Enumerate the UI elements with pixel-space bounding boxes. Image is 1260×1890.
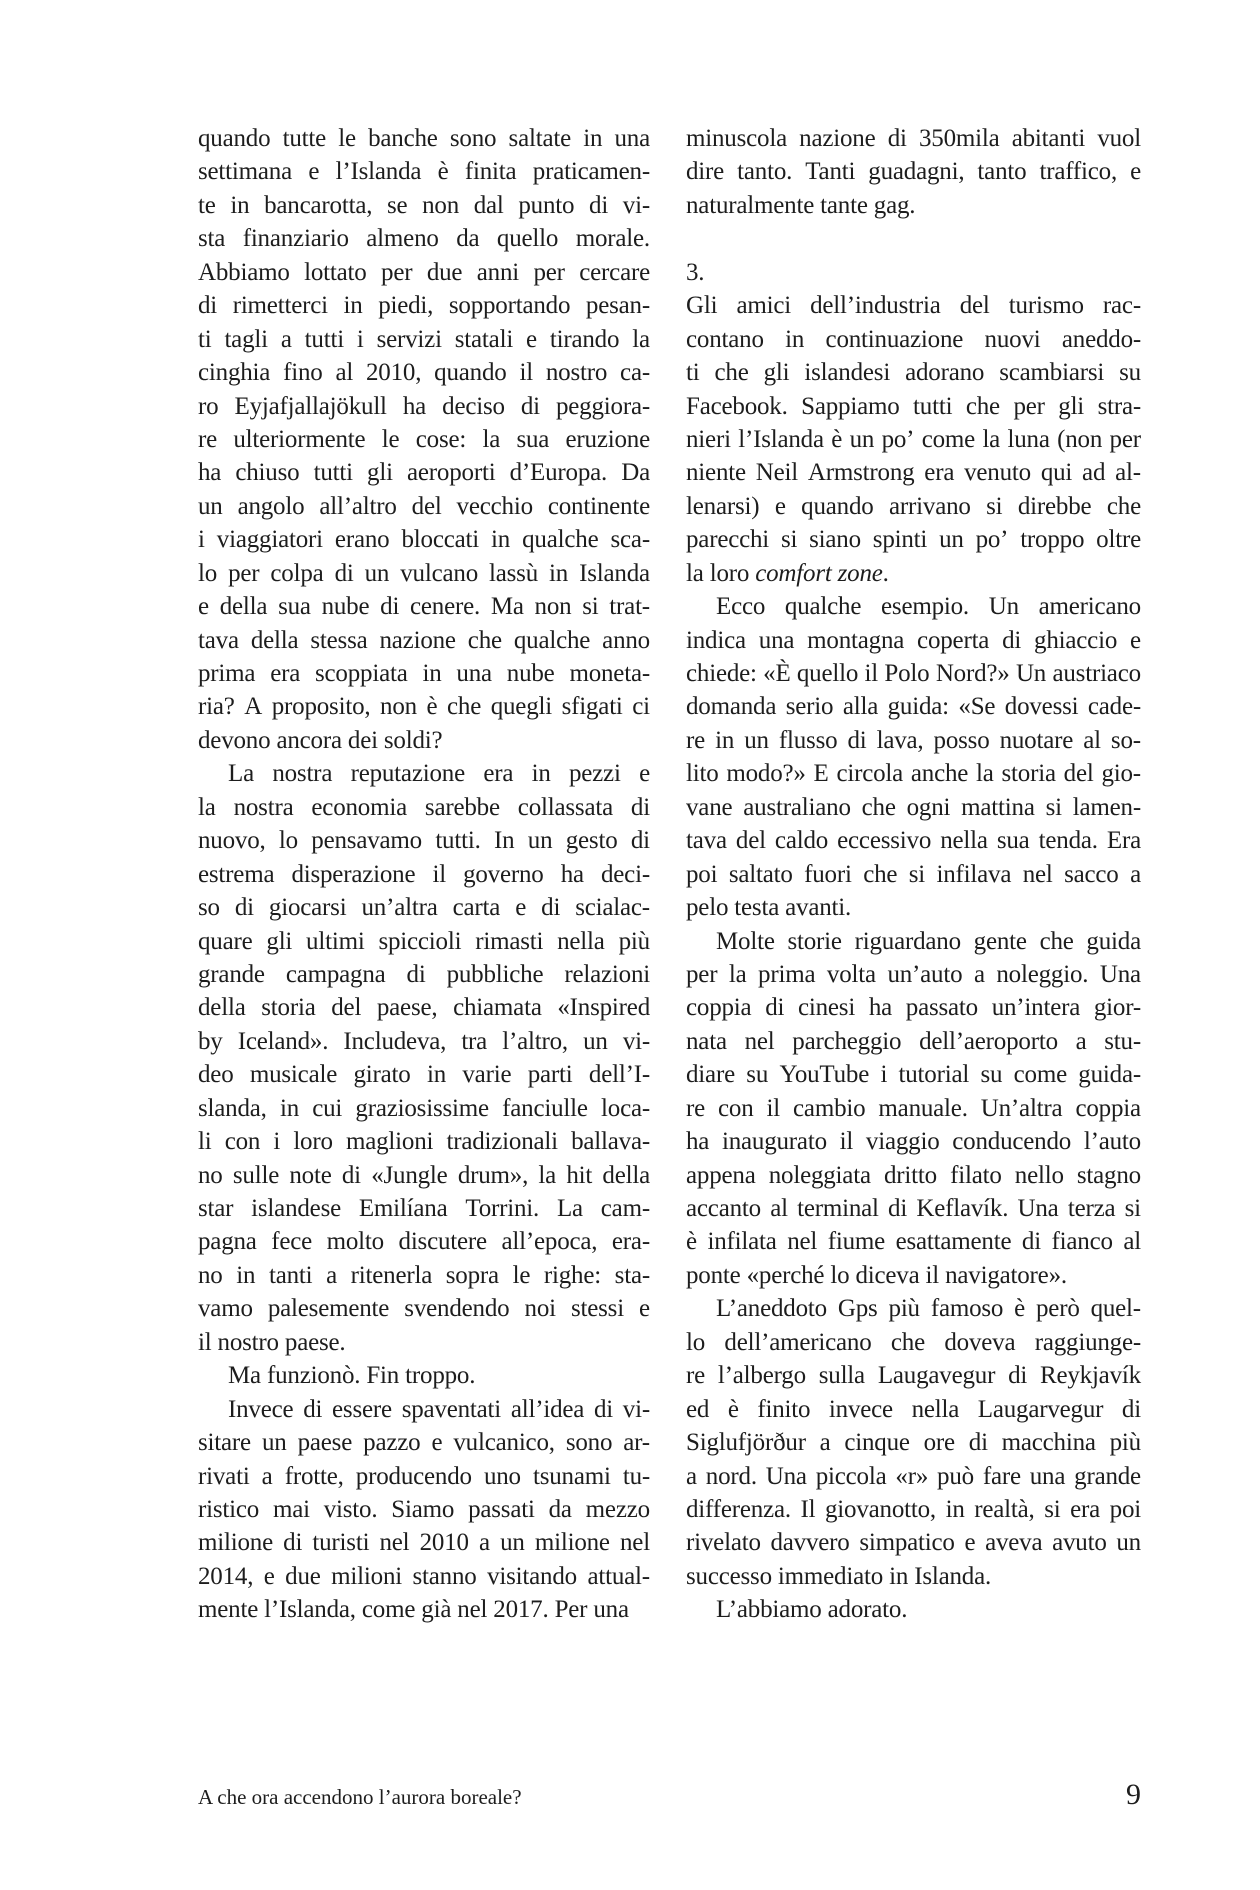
text-line: sitare un paese pazzo e vulcanico, sono ar- xyxy=(198,1429,650,1457)
text-line: ti che gli islandesi adorano scambiarsi su xyxy=(686,359,1141,387)
running-title: A che ora accendono l’aurora boreale? xyxy=(198,1785,522,1809)
text-line: indica una montagna coperta di ghiaccio e xyxy=(686,626,1141,654)
text-line: è infilata nel fiume esattamente di fianco al xyxy=(686,1228,1141,1256)
text-line: mente l’Islanda, come già nel 2017. Per una xyxy=(198,1596,629,1624)
text-line: e della sua nube di cenere. Ma non si trat- xyxy=(198,593,650,621)
text-line: Molte storie riguardano gente che guida xyxy=(716,927,1141,955)
text-line: differenza. Il giovanotto, in realtà, si era poi xyxy=(686,1495,1141,1523)
text-line: coppia di cinesi ha passato un’intera gior- xyxy=(686,994,1141,1022)
text-columns xyxy=(198,122,1141,1627)
text-line: ha chiuso tutti gli aeroporti d’Europa. Da xyxy=(198,459,650,487)
paragraph xyxy=(686,289,1141,590)
text-line: vamo palesemente svendendo noi stessi e xyxy=(198,1295,650,1323)
text-line: Invece di essere spaventati all’idea di vi- xyxy=(228,1395,650,1423)
text-line: li con i loro maglioni tradizionali ballava- xyxy=(198,1128,650,1156)
paragraph xyxy=(686,1593,1141,1626)
text-line: della storia del paese, chiamata «Inspired xyxy=(198,994,650,1022)
page-footer xyxy=(198,1778,1141,1812)
text-line: tava della stessa nazione che qualche anno xyxy=(198,626,650,654)
paragraph xyxy=(686,925,1141,1293)
text-line: lo per colpa di un vulcano lassù in Islanda xyxy=(198,559,650,587)
text-line: re con il cambio manuale. Un’altra coppia xyxy=(686,1094,1141,1122)
text-line: te in bancarotta, se non dal punto di vi- xyxy=(198,191,650,219)
text-line: ria? A proposito, non è che quegli sfigati ci xyxy=(198,693,650,721)
text-line: 2014, e due milioni stanno visitando attual- xyxy=(198,1562,650,1590)
paragraph xyxy=(686,590,1141,924)
paragraph xyxy=(198,1393,650,1627)
text-line: prima era scoppiata in una nube moneta- xyxy=(198,660,650,687)
text-line: la loro comfort zone. xyxy=(686,559,889,587)
text-line: ro Eyjafjallajökull ha deciso di peggiora- xyxy=(198,392,650,420)
column-left xyxy=(198,122,650,1627)
text-line: il nostro paese. xyxy=(198,1328,346,1356)
text-line: 3. xyxy=(686,258,705,286)
text-line: un angolo all’altro del vecchio continente xyxy=(198,492,650,520)
text-line: lo dell’americano che doveva raggiunge- xyxy=(686,1328,1141,1356)
page-number: 9 xyxy=(1126,1778,1141,1811)
text-line: Facebook. Sappiamo tutti che per gli stra- xyxy=(686,392,1141,420)
text-line: Gli amici dell’industria del turismo rac- xyxy=(686,292,1141,320)
text-line: Ecco qualche esempio. Un americano xyxy=(716,593,1141,621)
text-line: no in tanti a ritenerla sopra le righe: sta- xyxy=(198,1261,650,1289)
text-line: nata nel parcheggio dell’aeroporto a stu- xyxy=(686,1027,1141,1055)
text-line: ti tagli a tutti i servizi statali e tirando la xyxy=(198,325,650,353)
text-line: tava del caldo eccessivo nella sua tenda. Era xyxy=(686,827,1141,855)
text-line: dire tanto. Tanti guadagni, tanto traffico, e xyxy=(686,158,1141,186)
text-line: slanda, in cui graziosissime fanciulle loca- xyxy=(198,1094,650,1122)
text-line: settimana e l’Islanda è finita praticamen- xyxy=(198,158,650,186)
text-line: L’aneddoto Gps più famoso è però quel- xyxy=(716,1295,1141,1323)
column-right xyxy=(686,122,1141,1627)
text-line: grande campagna di pubbliche relazioni xyxy=(198,960,650,988)
text-line: re in un flusso di lava, posso nuotare al so- xyxy=(686,726,1141,754)
text-line: quando tutte le banche sono saltate in una xyxy=(198,125,650,152)
text-line: nieri l’Islanda è un po’ come la luna (non per xyxy=(686,425,1141,453)
text-line: pelo testa avanti. xyxy=(686,894,852,922)
text-line: deo musicale girato in varie parti dell’I- xyxy=(198,1061,650,1089)
paragraph xyxy=(686,256,1141,289)
text-line: rivelato davvero simpatico e aveva avuto un xyxy=(686,1529,1141,1557)
text-line: lito modo?» E circola anche la storia del gio- xyxy=(686,760,1141,788)
paragraph xyxy=(198,1359,650,1392)
text-line: vane australiano che ogni mattina si lamen- xyxy=(686,793,1141,821)
text-line: per la prima volta un’auto a noleggio. Una xyxy=(686,960,1141,988)
text-line: nuovo, lo pensavamo tutti. In un gesto di xyxy=(198,827,650,855)
text-line: diare su YouTube i tutorial su come guida- xyxy=(686,1061,1141,1089)
text-line: sta finanziario almeno da quello morale. xyxy=(198,225,650,253)
text-line: ed è finito invece nella Laugarvegur di xyxy=(686,1395,1141,1423)
text-line: minuscola nazione di 350mila abitanti vuol xyxy=(686,125,1141,152)
text-line: accanto al terminal di Keflavík. Una terza si xyxy=(686,1195,1141,1222)
paragraph xyxy=(198,122,650,757)
text-line: Abbiamo lottato per due anni per cercare xyxy=(198,258,650,286)
text-line: la nostra economia sarebbe collassata di xyxy=(198,793,650,821)
text-line: devono ancora dei soldi? xyxy=(198,726,443,754)
paragraph xyxy=(686,122,1141,222)
text-line: contano in continuazione nuovi aneddo- xyxy=(686,325,1141,353)
text-line: appena noleggiata dritto filato nello stagno xyxy=(686,1161,1141,1189)
text-line: rivati a frotte, producendo uno tsunami tu- xyxy=(198,1462,650,1490)
text-line: domanda serio alla guida: «Se dovessi cade- xyxy=(686,693,1141,721)
text-line: La nostra reputazione era in pezzi e xyxy=(228,760,650,788)
text-line: ha inaugurato il viaggio conducendo l’auto xyxy=(686,1128,1141,1156)
text-line: re ulteriormente le cose: la sua eruzione xyxy=(198,425,650,453)
text-line: naturalmente tante gag. xyxy=(686,191,916,219)
text-line: poi saltato fuori che si infilava nel sacco a xyxy=(686,860,1141,888)
text-line: by Iceland». Includeva, tra l’altro, un vi- xyxy=(198,1027,650,1055)
text-line: quare gli ultimi spiccioli rimasti nella più xyxy=(198,927,650,955)
text-line: re l’albergo sulla Laugavegur di Reykjavík xyxy=(686,1362,1141,1390)
text-line: di rimetterci in piedi, sopportando pesan- xyxy=(198,292,650,320)
text-line: cinghia fino al 2010, quando il nostro ca- xyxy=(198,359,650,387)
text-line: no sulle note di «Jungle drum», la hit della xyxy=(198,1161,650,1189)
text-line: star islandese Emilíana Torrini. La cam- xyxy=(198,1195,650,1222)
text-line: chiede: «È quello il Polo Nord?» Un austriaco xyxy=(686,660,1141,687)
text-line: Ma funzionò. Fin troppo. xyxy=(228,1362,476,1390)
text-line: pagna fece molto discutere all’epoca, era- xyxy=(198,1228,650,1256)
paragraph xyxy=(686,1292,1141,1593)
text-line: successo immediato in Islanda. xyxy=(686,1562,992,1590)
text-line: Siglufjörður a cinque ore di macchina più xyxy=(686,1429,1141,1457)
text-line: ponte «perché lo diceva il navigatore». xyxy=(686,1261,1067,1289)
text-line: L’abbiamo adorato. xyxy=(716,1596,908,1624)
text-line: estrema disperazione il governo ha deci- xyxy=(198,860,650,888)
text-line: parecchi si siano spinti un po’ troppo oltre xyxy=(686,526,1141,554)
paragraph xyxy=(198,757,650,1359)
text-line: so di giocarsi un’altra carta e di scialac- xyxy=(198,894,650,922)
text-line: milione di turisti nel 2010 a un milione nel xyxy=(198,1529,650,1557)
text-line: a nord. Una piccola «r» può fare una grande xyxy=(686,1462,1141,1490)
text-line: niente Neil Armstrong era venuto qui ad al- xyxy=(686,459,1141,487)
text-line: lenarsi) e quando arrivano si direbbe che xyxy=(686,492,1141,520)
text-line: i viaggiatori erano bloccati in qualche sca- xyxy=(198,526,650,554)
text-line: ristico mai visto. Siamo passati da mezzo xyxy=(198,1495,650,1523)
